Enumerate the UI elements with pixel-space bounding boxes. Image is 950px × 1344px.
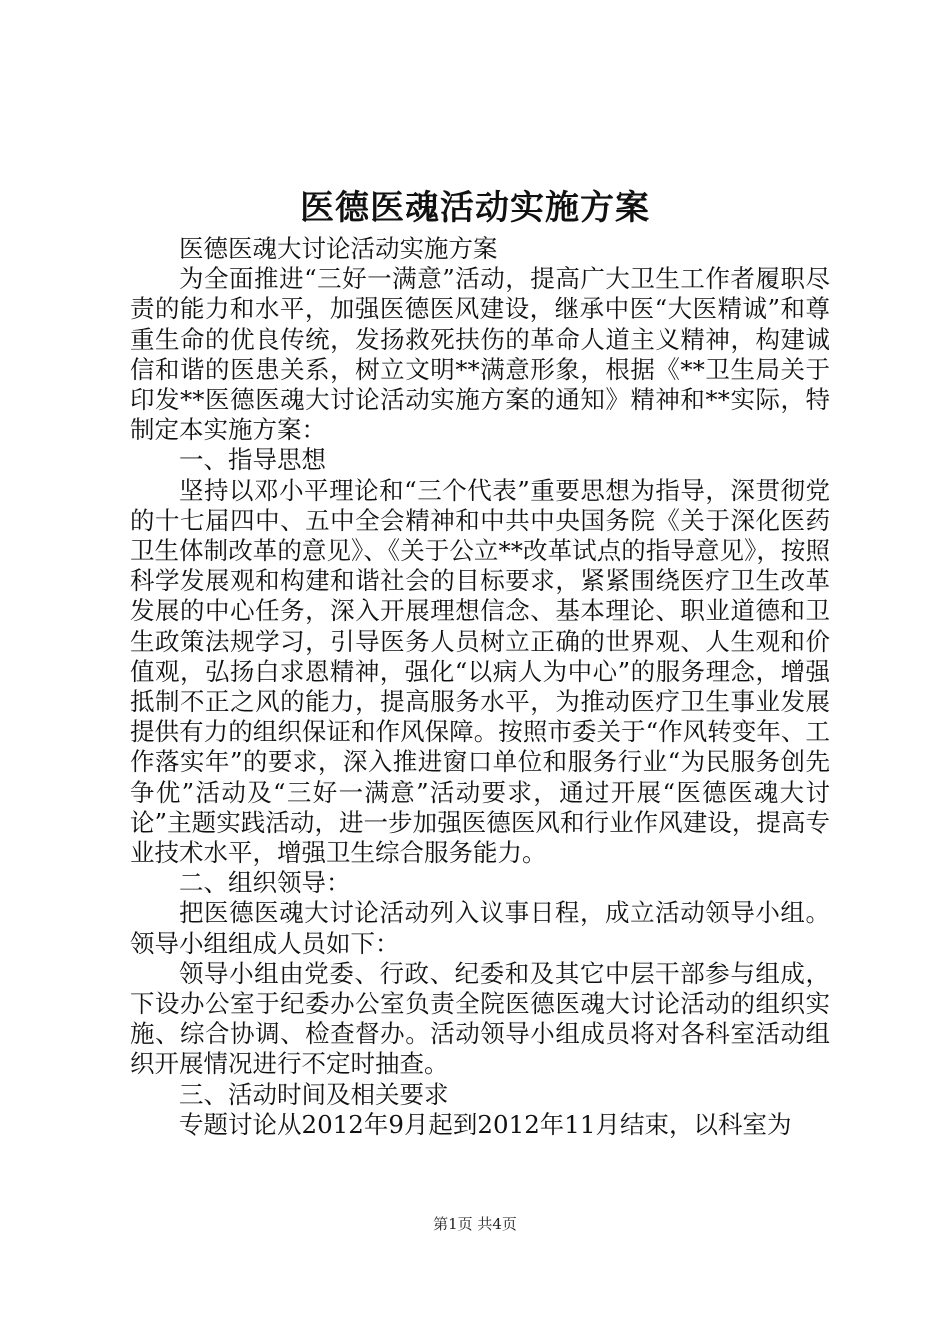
paragraph-intro: 为全面推进“三好一满意”活动，提高广大卫生工作者履职尽责的能力和水平，加强医德医风建设，继承中医“大医精诚”和尊重生命的优良传统，发扬救死扶伤的革命人道主义精神，构建诚信和谐的医患关系，树立文明**满意形象，根据《**卫生局关于印发**医德医魂大讨论活动实施方案的通知》精神和**实际，特制定本实施方案： xyxy=(130,264,830,445)
section-heading-guiding-ideology: 一、指导思想 xyxy=(179,445,326,475)
paragraph-organization-1: 把医德医魂大讨论活动列入议事日程，成立活动领导小组。领导小组组成人员如下： xyxy=(130,898,830,958)
document-subtitle: 医德医魂大讨论活动实施方案 xyxy=(179,234,498,263)
paragraph-organization-2: 领导小组由党委、行政、纪委和及其它中层干部参与组成，下设办公室于纪委办公室负责全院医德医魂大讨论活动的组织实施、综合协调、检查督办。活动领导小组成员将对各科室活动组织开展情况进行不定时抽查。 xyxy=(130,958,830,1079)
document-body xyxy=(130,234,830,1140)
document-title: 医德医魂活动实施方案 xyxy=(300,188,650,228)
section-heading-organization: 二、组织领导： xyxy=(179,868,351,898)
paragraph-schedule: 专题讨论从2012年9月起到2012年11月结束，以科室为 xyxy=(179,1109,792,1139)
section-heading-schedule: 三、活动时间及相关要求 xyxy=(179,1079,449,1109)
paragraph-guiding-ideology: 坚持以邓小平理论和“三个代表”重要思想为指导，深贯彻党的十七届四中、五中全会精神和中共中央国务院《关于深化医药卫生体制改革的意见》、《关于公立**改革试点的指导意见》，按照科学发展观和构建和谐社会的目标要求，紧紧围绕医疗卫生改革发展的中心任务，深入开展理想信念、基本理论、职业道德和卫生政策法规学习，引导医务人员树立正确的世界观、人生观和价值观，弘扬白求恩精神，强化“以病人为中心”的服务理念，增强抵制不正之风的能力，提高服务水平，为推动医疗卫生事业发展提供有力的组织保证和作风保障。按照市委关于“作风转变年、工作落实年”的要求，深入推进窗口单位和服务行业“为民服务创先争优”活动及“三好一满意”活动要求，通过开展“医德医魂大讨论”主题实践活动，进一步加强医德医风和行业作风建设，提高专业技术水平，增强卫生综合服务能力。 xyxy=(130,475,830,868)
page-number-footer: 第1页 共4页 xyxy=(433,1215,517,1233)
